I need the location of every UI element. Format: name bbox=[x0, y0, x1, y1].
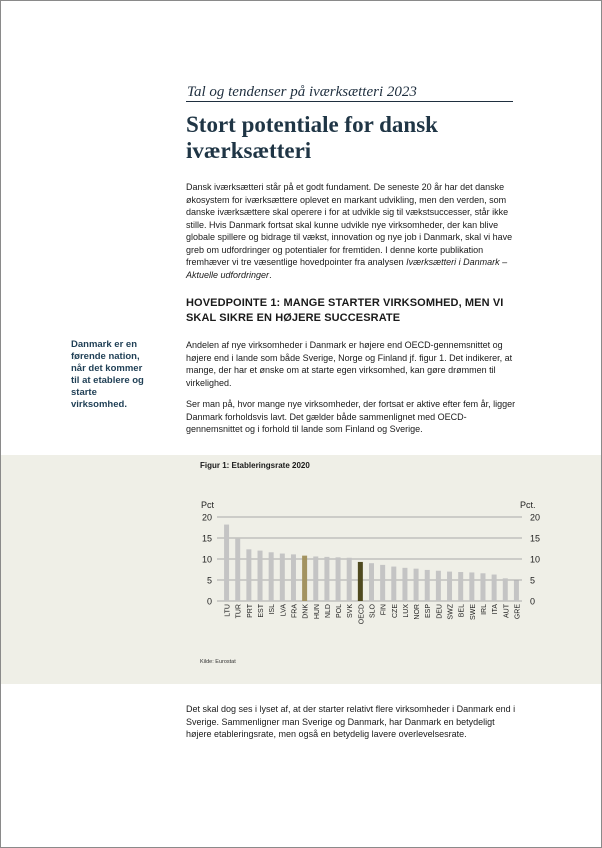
x-tick-label: LUX bbox=[402, 604, 410, 618]
y-axis-unit-left: Pct bbox=[201, 500, 215, 510]
y-tick-label-left: 0 bbox=[206, 596, 212, 607]
publication-series-title: Tal og tendenser på iværksætteri 2023 bbox=[187, 84, 417, 100]
bar-svk bbox=[347, 558, 352, 601]
bar-esp bbox=[425, 570, 430, 601]
x-tick-label: LVA bbox=[280, 604, 288, 617]
bar-irl bbox=[480, 573, 485, 601]
x-tick-label: TUR bbox=[235, 604, 243, 619]
x-tick-label: NOR bbox=[414, 604, 422, 620]
x-tick-label: EST bbox=[258, 604, 266, 618]
y-tick-label-left: 5 bbox=[206, 575, 212, 586]
x-tick-label: SWZ bbox=[447, 604, 455, 620]
x-tick-label: BEL bbox=[458, 604, 466, 618]
y-tick-label-right: 10 bbox=[530, 554, 541, 565]
x-tick-label: SLO bbox=[369, 604, 377, 619]
bar-cze bbox=[391, 567, 396, 601]
x-tick-label: HUN bbox=[313, 604, 321, 620]
page-title: Stort potentiale for dansk iværksætteri bbox=[186, 112, 438, 163]
y-tick-label-left: 10 bbox=[201, 554, 212, 565]
intro-text: Dansk iværksætteri står på et godt fundament. De seneste 20 år har det danske økosystem for iværksættere oplevet en markant udvikling, men den verden, som danske iværksættere skal operere i for at udvikle sig til vækstsuccesser, står ikke stille. Hvis Danmark fortsat skal kunne udvikle nye virksomheder, der kan blive globale spillere og bidrage til vækst, innovation og nye job i Danmark, skal vi have greb om udfordringer og potentialer for fremtiden. I denne korte publikation fremhæver vi tre væsentlige hovedpointer fra analysen bbox=[186, 182, 513, 267]
bar-prt bbox=[246, 549, 251, 601]
x-tick-label: PRT bbox=[246, 604, 254, 618]
bar-lux bbox=[402, 568, 407, 601]
intro-end: . bbox=[269, 269, 272, 280]
y-tick-label-left: 15 bbox=[201, 533, 212, 544]
x-tick-label: IRL bbox=[480, 604, 488, 615]
section-paragraph-2: Ser man på, hvor mange nye virksomheder, der fortsat er aktive efter fem år, ligger Danmark forholdsvis lavt. Det gælder både sammenlignet med OECD-gennemsnittet og i forhold til lande som Finland og Sverige. bbox=[186, 399, 516, 434]
x-tick-label: ITA bbox=[492, 604, 500, 615]
bar-oecd bbox=[358, 562, 363, 601]
x-tick-label: LTU bbox=[224, 604, 232, 617]
figure-title: Figur 1: Etableringsrate 2020 bbox=[200, 461, 310, 470]
x-tick-label: CZE bbox=[391, 604, 399, 618]
x-tick-label: ISL bbox=[269, 604, 277, 615]
x-tick-label: POL bbox=[336, 604, 344, 619]
bar-tur bbox=[235, 539, 240, 601]
section-heading: HOVEDPOINTE 1: MANGE STARTER VIRKSOMHED, MEN VI SKAL SIKRE EN HØJERE SUCCESRATE bbox=[186, 297, 504, 324]
section-paragraph-1: Andelen af nye virksomheder i Danmark er højere end OECD-gennemsnittet og højere end i lande som både Sverige, Norge og Finland jf. figur 1. Det indikerer, at mange, der har et ønske om at starte egen virksomhed, kan gøre drømmen til virkelighed. bbox=[186, 340, 513, 388]
bar-bel bbox=[458, 572, 463, 601]
x-tick-label: SVK bbox=[347, 604, 355, 619]
closing-paragraph: Det skal dog ses i lyset af, at der starter relativt flere virksomheder i Danmark end i Sverige. Sammenligner man Sverige og Danmark, har Danmark en betydeligt højere etableringsrate, men også en betydelig lavere overlevelsesrate. bbox=[186, 704, 516, 739]
bar-hun bbox=[313, 556, 318, 601]
y-axis-unit-right: Pct. bbox=[520, 500, 536, 510]
intro-publication-title: Iværksætteri i Danmark – Aktuelle udfordringer bbox=[186, 257, 508, 280]
bar-ita bbox=[492, 575, 497, 601]
y-tick-label-right: 0 bbox=[530, 596, 536, 607]
x-tick-label: FRA bbox=[291, 604, 299, 618]
bar-fin bbox=[380, 565, 385, 601]
x-tick-label: DEU bbox=[436, 604, 444, 619]
bar-swz bbox=[447, 572, 452, 601]
x-tick-label: SWE bbox=[469, 604, 477, 620]
bar-dnk bbox=[302, 556, 307, 601]
y-tick-label-right: 5 bbox=[530, 575, 536, 586]
x-tick-label: FIN bbox=[380, 604, 388, 616]
bar-deu bbox=[436, 571, 441, 601]
bar-fra bbox=[291, 554, 296, 601]
y-tick-label-right: 20 bbox=[530, 512, 541, 523]
bar-nor bbox=[414, 569, 419, 601]
figure-source: Kilde: Eurostat bbox=[200, 659, 236, 665]
x-tick-label: ESP bbox=[425, 604, 433, 619]
x-tick-label: NLD bbox=[324, 604, 332, 619]
x-tick-label: DNK bbox=[302, 604, 310, 619]
x-tick-label: GRE bbox=[514, 604, 522, 620]
bar-est bbox=[258, 551, 263, 601]
bar-swe bbox=[469, 572, 474, 601]
bar-slo bbox=[369, 563, 374, 601]
bar-nld bbox=[324, 557, 329, 601]
bar-ltu bbox=[224, 525, 229, 601]
bar-aut bbox=[503, 578, 508, 601]
x-tick-label: OECD bbox=[358, 604, 366, 625]
bar-isl bbox=[269, 552, 274, 601]
margin-note: Danmark er en førende nation, når det kommer til at etablere og starte virksomhed. bbox=[71, 339, 144, 410]
y-tick-label-right: 15 bbox=[530, 533, 541, 544]
bar-lva bbox=[280, 554, 285, 601]
y-tick-label-left: 20 bbox=[201, 512, 212, 523]
bar-gre bbox=[514, 580, 519, 601]
bar-pol bbox=[336, 557, 341, 601]
x-tick-label: AUT bbox=[503, 604, 511, 618]
